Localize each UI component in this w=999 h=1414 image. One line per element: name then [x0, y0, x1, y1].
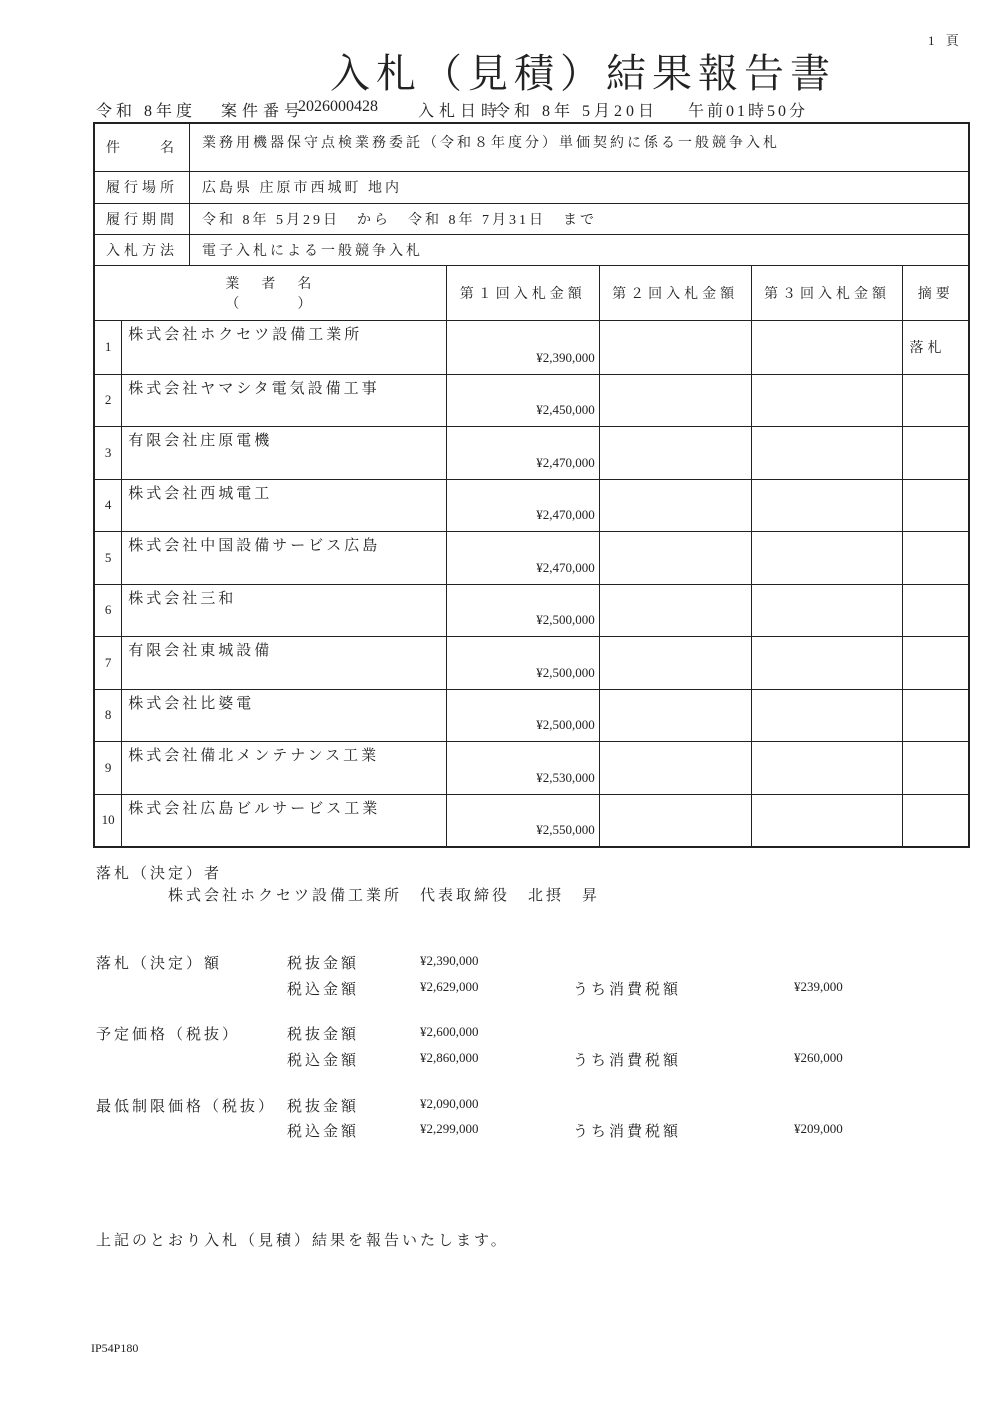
- round3-amount: [751, 742, 903, 795]
- incl-label: 税込金額: [287, 1124, 360, 1140]
- round2-amount: [599, 320, 751, 374]
- table-row: [94, 320, 969, 374]
- round3-amount: [751, 794, 903, 847]
- bidder-name: 有限会社庄原電機: [122, 427, 447, 480]
- round2-amount: [599, 742, 751, 795]
- round2-amount: [599, 479, 751, 532]
- table-row: [94, 689, 969, 742]
- header-round1: 第１回入札金額: [446, 265, 599, 320]
- table-row: [94, 584, 969, 637]
- summary-label: 落札（決定）額: [96, 956, 223, 972]
- excl-label: 税抜金額: [287, 1099, 360, 1115]
- round1-amount: ¥2,500,000: [446, 689, 599, 742]
- bidder-note: 落札: [903, 320, 969, 374]
- winner-label: 落札（決定）者: [96, 866, 223, 882]
- info-label: 件 名: [94, 123, 189, 171]
- info-row-subject: [94, 123, 969, 171]
- tax-label: うち消費税額: [573, 1124, 682, 1140]
- bidder-number: 9: [94, 742, 122, 795]
- table-row: [94, 427, 969, 480]
- bidder-name: 株式会社中国設備サービス広島: [122, 532, 447, 585]
- table-row: [94, 532, 969, 585]
- summary-label: 最低制限価格（税抜）: [96, 1099, 277, 1115]
- round2-amount: [599, 637, 751, 690]
- round3-amount: [751, 532, 903, 585]
- bidder-name: 株式会社ヤマシタ電気設備工事: [122, 374, 447, 427]
- bidder-number: 7: [94, 637, 122, 690]
- bid-date: 令和 8年 5月20日: [494, 103, 659, 120]
- bid-time: 午前01時50分: [688, 103, 809, 120]
- round2-amount: [599, 532, 751, 585]
- bidder-name: 株式会社広島ビルサービス工業: [122, 794, 447, 847]
- header-note: 摘要: [903, 265, 969, 320]
- bidder-number: 3: [94, 427, 122, 480]
- bidder-name: 株式会社西城電工: [122, 479, 447, 532]
- table-row: [94, 479, 969, 532]
- bidder-number: 5: [94, 532, 122, 585]
- excl-amount: ¥2,390,000: [420, 953, 479, 968]
- bidder-name: 株式会社比婆電: [122, 689, 447, 742]
- info-value: 広島県 庄原市西城町 地内: [189, 171, 969, 203]
- bidder-number: 10: [94, 794, 122, 847]
- bidder-note: [903, 427, 969, 480]
- round1-amount: ¥2,470,000: [446, 427, 599, 480]
- info-label: 入札方法: [94, 234, 189, 265]
- bid-result-table: [93, 122, 970, 848]
- header-meta: [96, 98, 816, 120]
- case-number: 2026000428: [298, 98, 378, 115]
- incl-label: 税込金額: [287, 982, 360, 998]
- round2-amount: [599, 427, 751, 480]
- round1-amount: ¥2,470,000: [446, 479, 599, 532]
- round1-amount: ¥2,470,000: [446, 532, 599, 585]
- bidder-name: 株式会社三和: [122, 584, 447, 637]
- header-round3: 第３回入札金額: [751, 265, 903, 320]
- case-number-label: 案件番号: [221, 103, 306, 120]
- round3-amount: [751, 637, 903, 690]
- info-row-method: [94, 234, 969, 265]
- round1-amount: ¥2,500,000: [446, 584, 599, 637]
- round1-amount: ¥2,530,000: [446, 742, 599, 795]
- round3-amount: [751, 374, 903, 427]
- incl-amount: ¥2,629,000: [420, 979, 479, 994]
- info-value: 電子入札による一般競争入札: [189, 234, 969, 265]
- header-bidder-name: 業 者 名 （ ）: [94, 265, 446, 320]
- bidder-number: 8: [94, 689, 122, 742]
- tax-amount: ¥260,000: [794, 1050, 843, 1065]
- info-label: 履行期間: [94, 203, 189, 234]
- round2-amount: [599, 794, 751, 847]
- footer-code: IP54P180: [91, 1341, 139, 1355]
- tax-label: うち消費税額: [573, 982, 682, 998]
- round1-amount: ¥2,390,000: [446, 320, 599, 374]
- excl-amount: ¥2,090,000: [420, 1096, 479, 1111]
- round3-amount: [751, 479, 903, 532]
- summary-label: 予定価格（税抜）: [96, 1027, 241, 1043]
- round3-amount: [751, 689, 903, 742]
- bidder-note: [903, 637, 969, 690]
- table-row: [94, 794, 969, 847]
- winner-value: 株式会社ホクセツ設備工業所 代表取締役 北摂 昇: [168, 888, 601, 904]
- fiscal-year: 令和 8年度: [96, 103, 197, 120]
- bidder-note: [903, 689, 969, 742]
- tax-amount: ¥209,000: [794, 1121, 843, 1136]
- table-row: [94, 637, 969, 690]
- bidder-note: [903, 532, 969, 585]
- table-row: [94, 374, 969, 427]
- round2-amount: [599, 689, 751, 742]
- incl-amount: ¥2,860,000: [420, 1050, 479, 1065]
- column-header-row: [94, 265, 969, 320]
- info-row-location: [94, 171, 969, 203]
- bidder-note: [903, 374, 969, 427]
- bidder-note: [903, 584, 969, 637]
- incl-amount: ¥2,299,000: [420, 1121, 479, 1136]
- excl-label: 税抜金額: [287, 1027, 360, 1043]
- info-value: 業務用機器保守点検業務委託（令和８年度分）単価契約に係る一般競争入札: [189, 123, 969, 171]
- round2-amount: [599, 374, 751, 427]
- round1-amount: ¥2,550,000: [446, 794, 599, 847]
- bidder-number: 2: [94, 374, 122, 427]
- bid-date-label: 入札日時: [418, 103, 503, 120]
- table-row: [94, 742, 969, 795]
- round3-amount: [751, 584, 903, 637]
- round3-amount: [751, 427, 903, 480]
- closing-note: 上記のとおり入札（見積）結果を報告いたします。: [96, 1233, 509, 1249]
- tax-amount: ¥239,000: [794, 979, 843, 994]
- excl-label: 税抜金額: [287, 956, 360, 972]
- bidder-number: 4: [94, 479, 122, 532]
- excl-amount: ¥2,600,000: [420, 1024, 479, 1039]
- page-title: 入札（見積）結果報告書: [330, 51, 836, 97]
- bidder-name: 株式会社備北メンテナンス工業: [122, 742, 447, 795]
- page-number: 1 頁: [928, 33, 963, 48]
- bidder-number: 6: [94, 584, 122, 637]
- tax-label: うち消費税額: [573, 1053, 682, 1069]
- bidder-number: 1: [94, 320, 122, 374]
- round2-amount: [599, 584, 751, 637]
- info-label: 履行場所: [94, 171, 189, 203]
- header-round2: 第２回入札金額: [599, 265, 751, 320]
- round3-amount: [751, 320, 903, 374]
- round1-amount: ¥2,450,000: [446, 374, 599, 427]
- bidder-note: [903, 479, 969, 532]
- bidder-note: [903, 794, 969, 847]
- bidder-name: 株式会社ホクセツ設備工業所: [122, 320, 447, 374]
- round1-amount: ¥2,500,000: [446, 637, 599, 690]
- bidder-name: 有限会社東城設備: [122, 637, 447, 690]
- bidder-note: [903, 742, 969, 795]
- bidder-rows: [94, 320, 969, 847]
- info-value: 令和 8年 5月29日 から 令和 8年 7月31日 まで: [189, 203, 969, 234]
- incl-label: 税込金額: [287, 1053, 360, 1069]
- info-row-period: [94, 203, 969, 234]
